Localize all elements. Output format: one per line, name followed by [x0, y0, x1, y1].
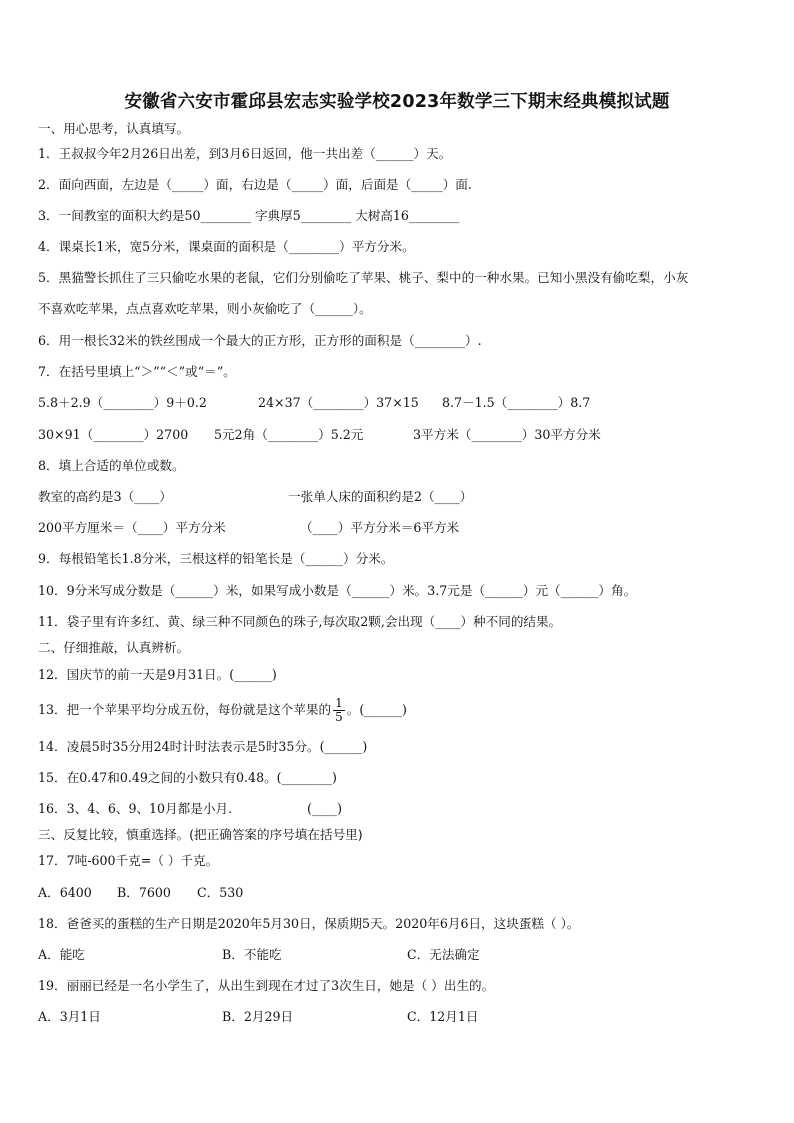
option-b: B．7600 — [117, 885, 171, 900]
question-13-tail: 。(______) — [346, 702, 407, 717]
option-b: B．2月29日 — [222, 1009, 294, 1024]
question-13-text: 13．把一个苹果平均分成五份，每份就是这个苹果的 — [38, 702, 332, 717]
question-5-line-2: 不喜欢吃苹果，点点喜欢吃苹果，则小灰偷吃了（______）。 — [38, 301, 372, 316]
question-1: 1．王叔叔今年2月26日出差，到3月6日返回，他一共出差（______）天。 — [38, 146, 452, 161]
question-8: 8．填上合适的单位或数。 — [38, 458, 185, 473]
section-heading-1: 一、用心思考，认真填写。 — [38, 121, 190, 136]
question-7-item: 30×91（________）2700 — [38, 427, 189, 442]
question-17: 17．7吨-600千克=（ ）千克。 — [38, 853, 219, 868]
question-4: 4．课桌长1米，宽5分米，课桌面的面积是（________）平方分米。 — [38, 239, 415, 254]
question-7-item: 5.8＋2.9（________）9＋0.2 — [38, 395, 207, 410]
question-6: 6．用一根长32米的铁丝围成一个最大的正方形，正方形的面积是（________）. — [38, 333, 482, 348]
question-18: 18．爸爸买的蛋糕的生产日期是2020年5月30日，保质期5天。2020年6月6日，这块蛋糕（ ）。 — [38, 916, 580, 931]
question-12: 12．国庆节的前一天是9月31日。(______) — [38, 667, 277, 682]
question-15: 15．在0.47和0.49之间的小数只有0.48。(________) — [38, 770, 337, 785]
question-7-item: 5元2角（________）5.2元 — [214, 427, 364, 442]
question-11: 11．袋子里有许多红、黄、绿三种不同颜色的珠子,每次取2颗,会出现（____）种不同的结果。 — [38, 614, 562, 629]
fraction-one-fifth — [333, 697, 345, 724]
question-5-line-1: 5．黑猫警长抓住了三只偷吃水果的老鼠，它们分别偷吃了苹果、桃子、梨中的一种水果。已知小黑没有偷吃梨，小灰 — [38, 270, 689, 285]
question-8-item: 一张单人床的面积约是2（____） — [288, 489, 473, 504]
option-a: A．3月1日 — [38, 1009, 101, 1024]
section-heading-2: 二、仔细推敲，认真辨析。 — [38, 640, 190, 655]
question-7: 7．在括号里填上“＞”“＜”或“＝”。 — [38, 364, 236, 379]
question-14: 14．凌晨5时35分用24时计时法表示是5时35分。(______) — [38, 739, 368, 754]
option-a: A．能吃 — [38, 947, 85, 962]
option-c: C．无法确定 — [407, 947, 480, 962]
option-c: C．530 — [197, 885, 244, 900]
question-9: 9．每根铅笔长1.8分米，三根这样的铅笔长是（______）分米。 — [38, 551, 394, 566]
question-8-item: 教室的高约是3（____） — [38, 489, 172, 504]
question-8-item: 200平方厘米＝（____）平方分米 — [38, 520, 226, 535]
page-title: 安徽省六安市霍邱县宏志实验学校2023年数学三下期末经典模拟试题 — [124, 92, 670, 112]
question-10: 10．9分米写成分数是（______）米，如果写成小数是（______）米。3.7元是（______）元（______）角。 — [38, 583, 637, 598]
section-heading-3: 三、反复比较，慎重选择。(把正确答案的序号填在括号里) — [38, 827, 363, 842]
question-13 — [38, 695, 407, 725]
question-7-item: 24×37（________）37×15 — [258, 395, 419, 410]
option-a: A．6400 — [38, 885, 92, 900]
question-7-item: 8.7－1.5（________）8.7 — [442, 395, 591, 410]
question-19: 19．丽丽已经是一名小学生了，从出生到现在才过了3次生日，她是（ ）出生的。 — [38, 978, 495, 993]
fraction-numerator: 1 — [335, 696, 343, 710]
question-8-item: （____）平方分米＝6平方米 — [300, 520, 460, 535]
question-7-item: 3平方米（________）30平方分米 — [413, 427, 601, 442]
question-2: 2．面向西面，左边是（_____）面，右边是（_____）面，后面是（_____）面. — [38, 177, 472, 192]
question-16: 16．3、4、6、9、10月都是小月. — [38, 801, 233, 816]
fraction-denominator: 5 — [335, 710, 343, 724]
option-c: C．12月1日 — [407, 1009, 479, 1024]
question-3: 3．一间教室的面积大约是50________ 字典厚5________ 大树高16________ — [38, 208, 460, 223]
question-16-answer: (____) — [307, 801, 343, 816]
option-b: B．不能吃 — [222, 947, 282, 962]
